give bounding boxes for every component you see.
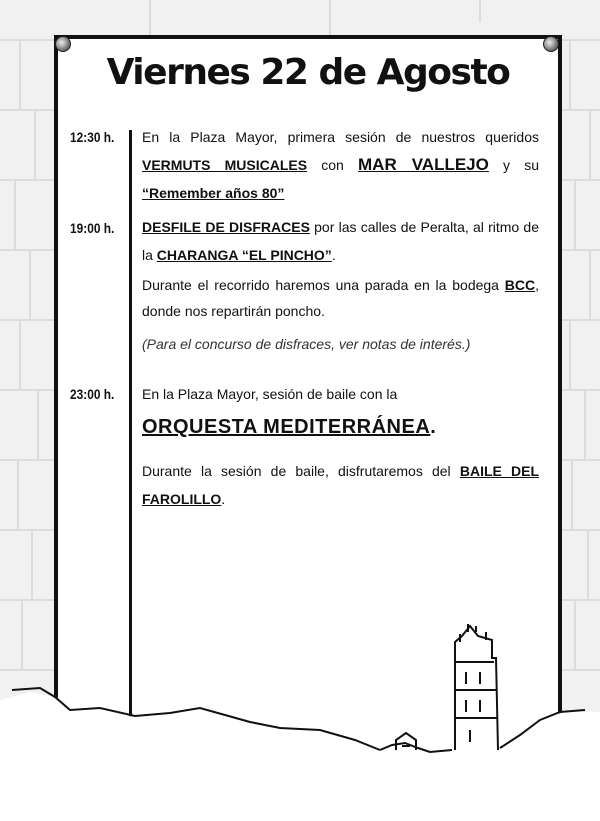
pin-icon-left	[55, 36, 71, 52]
event-description: ORQUESTA MEDITERRÁNEA.	[142, 416, 436, 438]
highlight: BCC	[504, 277, 536, 293]
highlight: BAILE DEL FAROLILLO	[142, 463, 540, 507]
event-note: (Para el concurso de disfraces, ver notas de interés.)	[142, 336, 471, 352]
event-description: Durante la sesión de baile, disfrutaremos del BAILE DEL FAROLILLO.	[142, 463, 540, 507]
event-description: En la Plaza Mayor, primera sesión de nuestros queridos VERMUTS MUSICALES con MAR VALLEJO y su “Remember años 80”	[142, 129, 539, 201]
pin-icon-right	[543, 36, 559, 52]
artist-name: MAR VALLEJO	[358, 155, 489, 174]
event-description: Durante el recorrido haremos una parada en la bodega BCC, donde nos repartirán poncho.	[142, 277, 539, 319]
highlight: “Remember años 80”	[142, 185, 285, 201]
village-skyline-illustration	[0, 600, 600, 821]
highlight: DESFILE DE DISFRACES	[142, 219, 310, 235]
event-time: 19:00 h.	[70, 220, 115, 236]
orchestra-name: ORQUESTA MEDITERRÁNEA	[142, 416, 431, 438]
page-title: Viernes 22 de Agosto	[106, 52, 510, 93]
highlight: VERMUTS MUSICALES	[142, 157, 308, 173]
event-description: DESFILE DE DISFRACES por las calles de Peralta, al ritmo de la CHARANGA “EL PINCHO”.	[142, 219, 539, 263]
highlight: CHARANGA “EL PINCHO”	[156, 247, 332, 263]
event-time: 12:30 h.	[70, 129, 115, 145]
event-description: En la Plaza Mayor, sesión de baile con la	[142, 386, 398, 402]
event-time: 23:00 h.	[70, 386, 115, 402]
